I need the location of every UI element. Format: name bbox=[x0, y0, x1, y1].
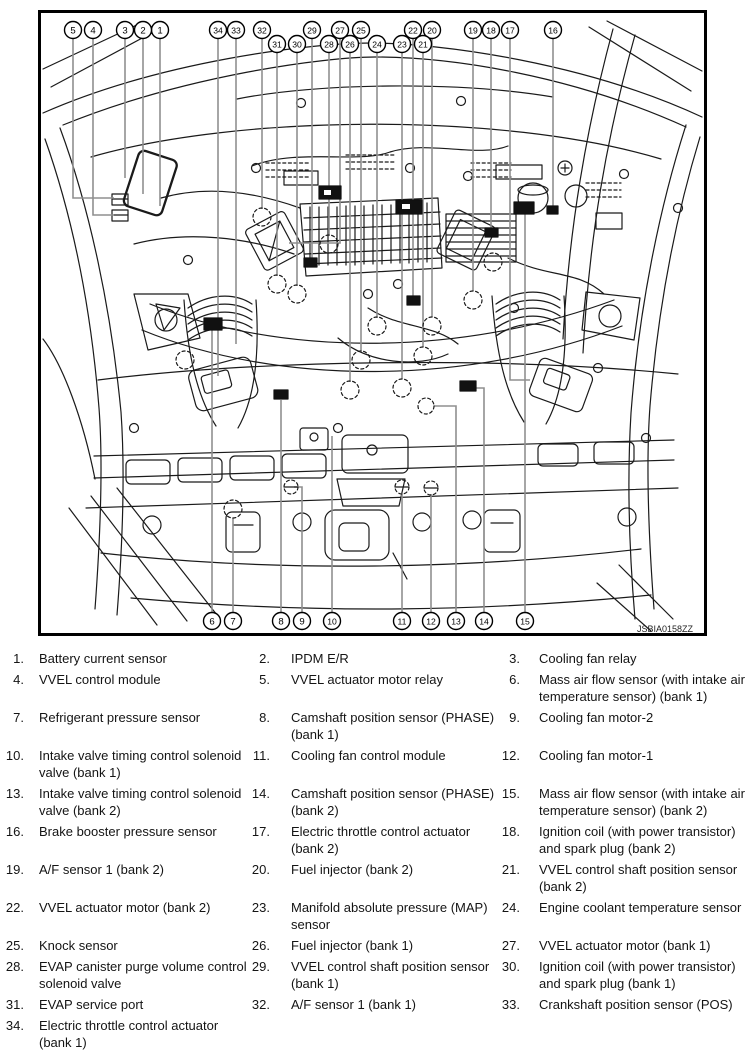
leader-line-14 bbox=[474, 388, 484, 613]
legend-item-number: 34. bbox=[5, 1018, 24, 1033]
legend-item-text: Mass air flow sensor (with intake air temperature sensor) (bank 1) bbox=[539, 672, 745, 704]
legend-item-number: 32. bbox=[251, 997, 270, 1012]
svg-text:10: 10 bbox=[327, 616, 337, 627]
legend-item-number: 26. bbox=[251, 938, 270, 953]
legend-item-number: 20. bbox=[251, 862, 270, 877]
legend-item-text: Ignition coil (with power transistor) and spark plug (bank 1) bbox=[539, 959, 736, 991]
svg-text:21: 21 bbox=[418, 39, 428, 50]
legend-item-number: 22. bbox=[5, 900, 24, 915]
legend-item-number: 31. bbox=[5, 997, 24, 1012]
legend-item-number: 17. bbox=[251, 824, 270, 839]
callout-1 bbox=[152, 22, 169, 39]
legend-item-text: Intake valve timing control solenoid valve (bank 2) bbox=[39, 786, 242, 818]
svg-text:22: 22 bbox=[408, 25, 418, 36]
legend-item-text: VVEL control module bbox=[39, 672, 161, 687]
legend-item-number: 13. bbox=[5, 786, 24, 801]
callout-22 bbox=[405, 22, 422, 39]
legend-item-text: Mass air flow sensor (with intake air temperature sensor) (bank 2) bbox=[539, 786, 745, 818]
legend-item-text: Cooling fan motor-1 bbox=[539, 748, 654, 763]
legend-item-text: Electric throttle control actuator (bank 2) bbox=[291, 824, 471, 856]
callout-5 bbox=[65, 22, 82, 39]
callout-30 bbox=[289, 36, 306, 53]
legend-item-text: Manifold absolute pressure (MAP) sensor bbox=[291, 900, 488, 932]
legend-item-number: 19. bbox=[5, 862, 24, 877]
callout-9 bbox=[294, 613, 311, 630]
legend-item-text: VVEL control shaft position sensor (bank 1) bbox=[291, 959, 490, 991]
svg-text:14: 14 bbox=[479, 616, 489, 627]
legend-item-number: 25. bbox=[5, 938, 24, 953]
svg-text:25: 25 bbox=[356, 25, 366, 36]
callout-16 bbox=[545, 22, 562, 39]
legend-item-text: VVEL actuator motor (bank 1) bbox=[539, 938, 711, 953]
legend-item-number: 29. bbox=[251, 959, 270, 974]
svg-text:4: 4 bbox=[90, 25, 96, 37]
legend-item-text: EVAP canister purge volume control solenoid valve bbox=[39, 959, 247, 991]
callout-28 bbox=[321, 36, 338, 53]
svg-text:18: 18 bbox=[486, 25, 496, 36]
callout-29 bbox=[304, 22, 321, 39]
legend-item-number: 28. bbox=[5, 959, 24, 974]
svg-text:1: 1 bbox=[157, 25, 163, 37]
legend-item-number: 8. bbox=[259, 710, 270, 725]
figure-code: JSBIA0158ZZ bbox=[636, 624, 693, 633]
component-target-markers bbox=[176, 186, 558, 518]
legend-item-number: 4. bbox=[13, 672, 24, 687]
callout-17 bbox=[502, 22, 519, 39]
svg-text:6: 6 bbox=[209, 616, 215, 628]
svg-text:34: 34 bbox=[213, 25, 223, 36]
legend bbox=[0, 650, 746, 1055]
svg-text:5: 5 bbox=[70, 25, 76, 37]
legend-item-number: 23. bbox=[251, 900, 270, 915]
callout-8 bbox=[273, 613, 290, 630]
callout-markers bbox=[65, 22, 562, 630]
legend-item-text: Crankshaft position sensor (POS) bbox=[539, 997, 733, 1012]
callout-11 bbox=[394, 613, 411, 630]
legend-item-number: 5. bbox=[259, 672, 270, 687]
legend-item-number: 11. bbox=[252, 748, 270, 763]
legend-item-text: Knock sensor bbox=[39, 938, 118, 953]
callout-31 bbox=[269, 36, 286, 53]
leader-line-4 bbox=[93, 38, 114, 215]
svg-text:16: 16 bbox=[548, 25, 558, 36]
callout-10 bbox=[324, 613, 341, 630]
callout-14 bbox=[476, 613, 493, 630]
legend-item-text: A/F sensor 1 (bank 2) bbox=[39, 862, 164, 877]
legend-item-number: 15. bbox=[501, 786, 520, 801]
legend-item-number: 24. bbox=[501, 900, 520, 915]
legend-item-text: Ignition coil (with power transistor) and spark plug (bank 2) bbox=[539, 824, 736, 856]
legend-item-text: Fuel injector (bank 1) bbox=[291, 938, 414, 953]
legend-item-number: 30. bbox=[501, 959, 520, 974]
legend-item-text: Cooling fan relay bbox=[539, 651, 637, 666]
svg-text:7: 7 bbox=[230, 616, 236, 628]
engine-line-art bbox=[43, 21, 702, 631]
svg-text:27: 27 bbox=[335, 25, 345, 36]
callout-3 bbox=[117, 22, 134, 39]
svg-text:28: 28 bbox=[324, 39, 334, 50]
svg-text:11: 11 bbox=[397, 616, 407, 627]
callout-leader-lines bbox=[73, 38, 553, 613]
legend-item-text: Engine coolant temperature sensor bbox=[539, 900, 742, 915]
legend-item-number: 16. bbox=[5, 824, 24, 839]
legend-item-number: 9. bbox=[509, 710, 520, 725]
callout-18 bbox=[483, 22, 500, 39]
callout-24 bbox=[369, 36, 386, 53]
legend-item-number: 18. bbox=[501, 824, 520, 839]
svg-text:33: 33 bbox=[231, 25, 241, 36]
legend-item-text: Fuel injector (bank 2) bbox=[291, 862, 414, 877]
svg-text:19: 19 bbox=[468, 25, 478, 36]
callout-32 bbox=[254, 22, 271, 39]
svg-text:29: 29 bbox=[307, 25, 317, 36]
svg-text:12: 12 bbox=[426, 616, 436, 627]
callout-34 bbox=[210, 22, 227, 39]
legend-item-text: Refrigerant pressure sensor bbox=[39, 710, 201, 725]
svg-text:24: 24 bbox=[372, 39, 382, 50]
legend-item-text: A/F sensor 1 (bank 1) bbox=[291, 997, 416, 1012]
legend-item-number: 33. bbox=[501, 997, 520, 1012]
legend-item-number: 10. bbox=[5, 748, 24, 763]
svg-text:23: 23 bbox=[397, 39, 407, 50]
svg-text:15: 15 bbox=[520, 616, 530, 627]
callout-33 bbox=[228, 22, 245, 39]
callout-23 bbox=[394, 36, 411, 53]
legend-item-text: EVAP service port bbox=[39, 997, 144, 1012]
engine-room-illustration bbox=[41, 13, 704, 633]
legend-item-number: 21. bbox=[501, 862, 520, 877]
svg-text:32: 32 bbox=[257, 25, 267, 36]
svg-text:31: 31 bbox=[272, 39, 282, 50]
legend-item-number: 7. bbox=[13, 710, 24, 725]
callout-19 bbox=[465, 22, 482, 39]
legend-item-text: IPDM E/R bbox=[291, 651, 349, 666]
legend-item-text: Camshaft position sensor (PHASE) (bank 1) bbox=[291, 710, 495, 742]
legend-item-text: VVEL actuator motor relay bbox=[291, 672, 443, 687]
svg-text:30: 30 bbox=[292, 39, 302, 50]
legend-item-number: 1. bbox=[13, 651, 24, 666]
callout-13 bbox=[448, 613, 465, 630]
legend-item-number: 3. bbox=[509, 651, 520, 666]
legend-item-text: Cooling fan control module bbox=[291, 748, 446, 763]
leader-line-13 bbox=[434, 406, 456, 613]
legend-item-text: Camshaft position sensor (PHASE) (bank 2) bbox=[291, 786, 495, 818]
svg-text:8: 8 bbox=[278, 616, 284, 628]
legend-item-number: 2. bbox=[259, 651, 270, 666]
diagram-frame bbox=[38, 10, 707, 636]
svg-text:3: 3 bbox=[122, 25, 128, 37]
legend-item-text: VVEL actuator motor (bank 2) bbox=[39, 900, 211, 915]
leader-line-9 bbox=[294, 487, 302, 613]
svg-text:2: 2 bbox=[140, 25, 146, 37]
callout-15 bbox=[517, 613, 534, 630]
legend-item-text: Electric throttle control actuator (bank 1) bbox=[39, 1018, 219, 1050]
legend-item-text: Battery current sensor bbox=[39, 651, 167, 666]
callout-4 bbox=[85, 22, 102, 39]
callout-6 bbox=[204, 613, 221, 630]
legend-item-text: VVEL control shaft position sensor (bank 2) bbox=[539, 862, 738, 894]
legend-item-text: Brake booster pressure sensor bbox=[39, 824, 217, 839]
svg-text:17: 17 bbox=[505, 25, 515, 36]
legend-item-number: 27. bbox=[501, 938, 520, 953]
legend-item-text: Cooling fan motor-2 bbox=[539, 710, 654, 725]
legend-item-text: Intake valve timing control solenoid valve (bank 1) bbox=[39, 748, 242, 780]
callout-27 bbox=[332, 22, 349, 39]
callout-25 bbox=[353, 22, 370, 39]
callout-2 bbox=[135, 22, 152, 39]
svg-text:13: 13 bbox=[451, 616, 461, 627]
legend-item-number: 6. bbox=[509, 672, 520, 687]
svg-text:9: 9 bbox=[299, 616, 305, 628]
svg-text:20: 20 bbox=[427, 25, 437, 36]
svg-text:26: 26 bbox=[345, 39, 355, 50]
callout-7 bbox=[225, 613, 242, 630]
callout-12 bbox=[423, 613, 440, 630]
legend-item-number: 14. bbox=[251, 786, 270, 801]
legend-item-number: 12. bbox=[501, 748, 520, 763]
